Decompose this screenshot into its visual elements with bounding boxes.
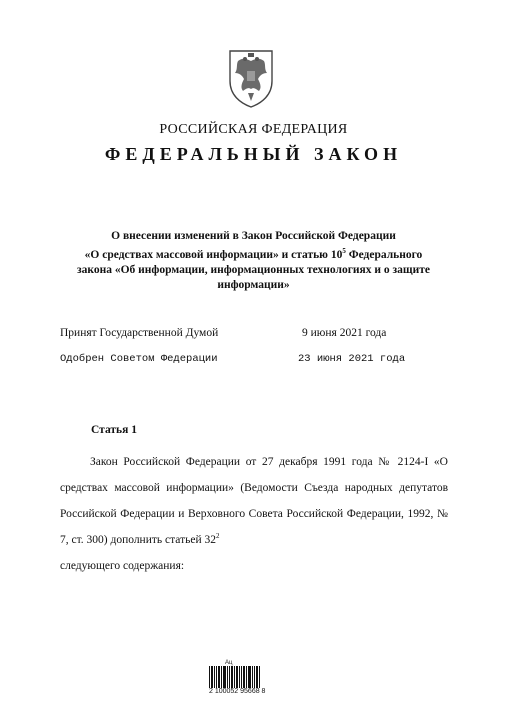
barcode-number: 2 100052 95668 8 — [209, 688, 266, 695]
document-type: ФЕДЕРАЛЬНЫЙ ЗАКОН — [104, 144, 403, 164]
article-heading: Статья 1 — [91, 424, 137, 436]
law-title-text: Федерального — [345, 248, 423, 261]
superscript: 2 — [216, 532, 220, 541]
barcode-icon — [207, 658, 263, 688]
council-label: Одобрен Советом Федерации — [60, 353, 218, 365]
article-text-end: следующего содержания: — [60, 560, 185, 572]
coat-of-arms-icon — [226, 47, 276, 109]
law-title-line — [66, 244, 441, 263]
country-name: РОССИЙСКАЯ ФЕДЕРАЦИЯ — [159, 122, 348, 137]
superscript: 5 — [342, 247, 346, 255]
law-title-line: закона «Об информации, информационных технологиях и о защите — [76, 263, 430, 276]
article-paragraph — [60, 449, 448, 579]
law-title-line: информации» — [217, 278, 290, 291]
duma-label: Принят Государственной Думой — [60, 327, 219, 339]
council-date: 23 июня 2021 года — [298, 353, 406, 365]
law-title-text: «О средствах массовой информации» и статью 10 — [84, 248, 343, 261]
article-text: Закон Российской Федерации от 27 декабря 1991 года № 2124-I «О средствах массовой информации» (Ведомости Съезда народных депутатов Российской Федерации и Верховного Совета Российской Федерации, 1992, № 7, ст. 300) дополнить статьей 32 — [60, 456, 448, 546]
barcode-mark: Ац — [225, 660, 233, 666]
duma-date: 9 июня 2021 года — [302, 327, 387, 339]
law-title-line: О внесении изменений в Закон Российской Федерации — [111, 230, 396, 242]
law-title — [66, 229, 441, 293]
